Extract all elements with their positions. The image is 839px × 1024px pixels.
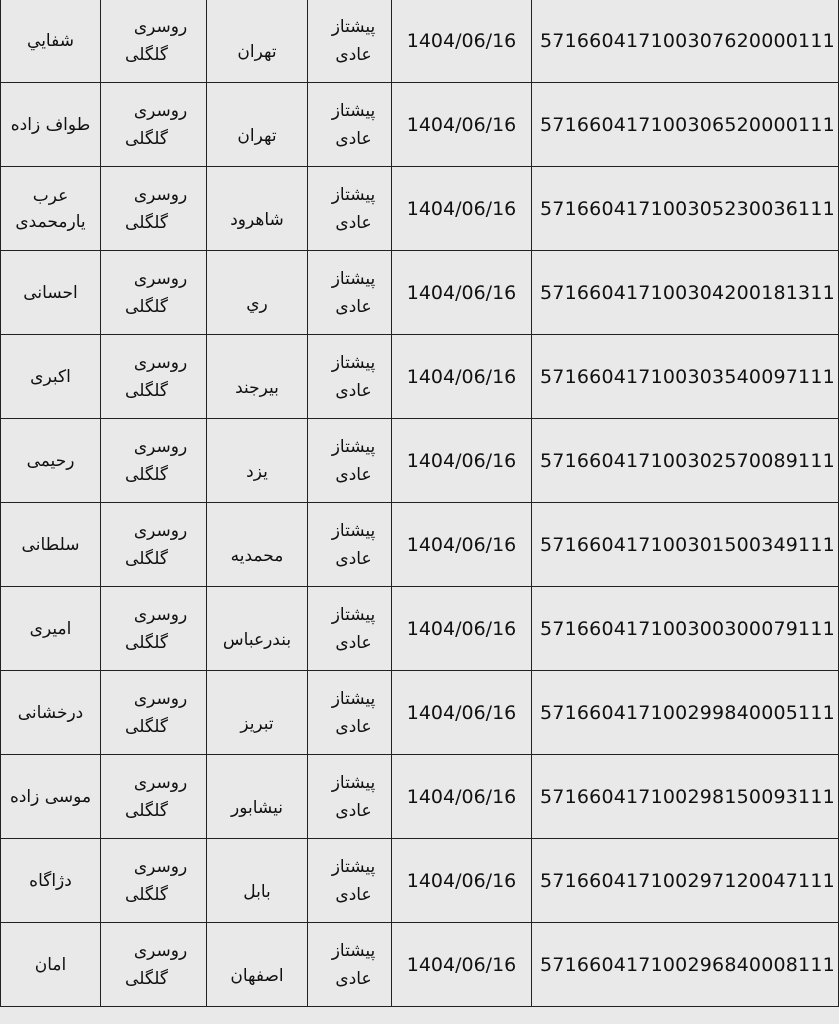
service-line-1: پیشتاز — [331, 856, 376, 877]
service-type-cell — [308, 419, 392, 503]
date-cell: 1404/06/16 — [392, 167, 532, 251]
product-line-1: روسری — [133, 604, 188, 625]
service-line-1: پیشتاز — [331, 688, 376, 709]
recipient-family-name: طواف زاده — [10, 114, 91, 135]
product-cell — [101, 251, 207, 335]
service-line-2: عادی — [335, 296, 372, 317]
tracking-number-cell: 571660417100297120047111 — [532, 839, 839, 923]
recipient-family-name: رحیمی — [26, 450, 75, 471]
service-type-cell — [308, 923, 392, 1007]
product-cell — [101, 923, 207, 1007]
product-line-1: روسری — [133, 100, 188, 121]
service-line-1: پیشتاز — [331, 268, 376, 289]
recipient-family-cell — [1, 0, 101, 83]
product-line-2: گلگلی — [125, 296, 168, 317]
tracking-number-cell: 571660417100300300079111 — [532, 587, 839, 671]
recipient-family-name: شفايي — [27, 30, 74, 51]
product-line-1: روسری — [133, 520, 188, 541]
product-line-1: روسری — [133, 856, 188, 877]
service-type-cell — [308, 503, 392, 587]
destination-city: شاهرود — [230, 209, 284, 230]
destination-city: بندرعباس — [222, 629, 292, 650]
recipient-family-name: موسی زاده — [9, 786, 92, 807]
service-line-2: عادی — [335, 716, 372, 737]
recipient-family-name: درخشانی — [17, 702, 84, 723]
service-type-cell — [308, 839, 392, 923]
product-line-1: روسری — [133, 772, 188, 793]
destination-city: بابل — [243, 881, 271, 902]
tracking-number-cell: 571660417100299840005111 — [532, 671, 839, 755]
table-row — [1, 839, 839, 923]
product-cell — [101, 335, 207, 419]
date-cell: 1404/06/16 — [392, 419, 532, 503]
service-type-cell — [308, 671, 392, 755]
date-cell: 1404/06/16 — [392, 335, 532, 419]
product-line-2: گلگلی — [125, 716, 168, 737]
service-line-1: پیشتاز — [331, 100, 376, 121]
destination-city-cell — [207, 503, 308, 587]
product-line-2: گلگلی — [125, 632, 168, 653]
destination-city-cell — [207, 587, 308, 671]
table-row — [1, 755, 839, 839]
tracking-number-cell: 571660417100302570089111 — [532, 419, 839, 503]
recipient-family-cell — [1, 587, 101, 671]
service-type-cell — [308, 335, 392, 419]
destination-city: یزد — [246, 461, 268, 482]
table-row — [1, 503, 839, 587]
product-cell — [101, 755, 207, 839]
recipient-family-cell — [1, 335, 101, 419]
date-cell: 1404/06/16 — [392, 587, 532, 671]
service-line-2: عادی — [335, 800, 372, 821]
tracking-number-cell: 571660417100305230036111 — [532, 167, 839, 251]
date-cell: 1404/06/16 — [392, 503, 532, 587]
product-line-1: روسری — [133, 184, 188, 205]
tracking-number-cell: 571660417100303540097111 — [532, 335, 839, 419]
service-type-cell — [308, 587, 392, 671]
service-line-1: پیشتاز — [331, 772, 376, 793]
service-line-1: پیشتاز — [331, 352, 376, 373]
service-line-2: عادی — [335, 548, 372, 569]
recipient-family-name: دژاگاه — [29, 870, 72, 891]
service-type-cell — [308, 167, 392, 251]
recipient-family-cell — [1, 839, 101, 923]
recipient-family-cell — [1, 419, 101, 503]
recipient-family-cell — [1, 923, 101, 1007]
product-line-2: گلگلی — [125, 380, 168, 401]
table-row — [1, 167, 839, 251]
destination-city: اصفهان — [230, 965, 284, 986]
product-line-1: روسری — [133, 940, 188, 961]
service-line-2: عادی — [335, 212, 372, 233]
tracking-number-cell: 571660417100298150093111 — [532, 755, 839, 839]
tracking-number-cell: 571660417100301500349111 — [532, 503, 839, 587]
destination-city-cell — [207, 0, 308, 83]
destination-city: تهران — [237, 125, 277, 146]
service-line-2: عادی — [335, 464, 372, 485]
product-line-1: روسری — [133, 688, 188, 709]
destination-city-cell — [207, 251, 308, 335]
recipient-family-cell — [1, 671, 101, 755]
service-type-cell — [308, 251, 392, 335]
product-line-2: گلگلی — [125, 464, 168, 485]
destination-city-cell — [207, 167, 308, 251]
destination-city-cell — [207, 923, 308, 1007]
destination-city-cell — [207, 839, 308, 923]
product-cell — [101, 0, 207, 83]
recipient-family-name: اکبری — [30, 366, 71, 387]
product-line-2: گلگلی — [125, 548, 168, 569]
product-cell — [101, 503, 207, 587]
date-cell: 1404/06/16 — [392, 671, 532, 755]
recipient-family-name: امیری — [29, 618, 72, 639]
service-line-2: عادی — [335, 44, 372, 65]
product-line-1: روسری — [133, 436, 188, 457]
product-cell — [101, 839, 207, 923]
date-cell: 1404/06/16 — [392, 0, 532, 83]
product-cell — [101, 419, 207, 503]
destination-city-cell — [207, 671, 308, 755]
table-row — [1, 587, 839, 671]
destination-city-cell — [207, 335, 308, 419]
service-line-1: پیشتاز — [331, 520, 376, 541]
recipient-family-name: عرب یارمحمدی — [15, 185, 86, 232]
destination-city: ري — [246, 293, 268, 314]
date-cell: 1404/06/16 — [392, 923, 532, 1007]
tracking-number-cell: 571660417100304200181311 — [532, 251, 839, 335]
service-type-cell — [308, 83, 392, 167]
recipient-family-cell — [1, 503, 101, 587]
service-line-1: پیشتاز — [331, 940, 376, 961]
destination-city-cell — [207, 755, 308, 839]
service-line-2: عادی — [335, 884, 372, 905]
product-line-2: گلگلی — [125, 212, 168, 233]
service-line-1: پیشتاز — [331, 184, 376, 205]
date-cell: 1404/06/16 — [392, 755, 532, 839]
destination-city: تهران — [237, 41, 277, 62]
product-cell — [101, 83, 207, 167]
product-line-1: روسری — [133, 268, 188, 289]
recipient-family-name: سلطانی — [21, 534, 80, 555]
table-row — [1, 251, 839, 335]
service-type-cell — [308, 755, 392, 839]
shipments-table-body — [1, 0, 839, 1007]
table-row — [1, 83, 839, 167]
destination-city: بیرجند — [235, 377, 279, 398]
product-line-2: گلگلی — [125, 128, 168, 149]
product-line-1: روسری — [133, 16, 188, 37]
table-row — [1, 419, 839, 503]
recipient-family-name: امان — [34, 954, 67, 975]
recipient-family-name: احسانی — [23, 282, 78, 303]
product-line-2: گلگلی — [125, 800, 168, 821]
recipient-family-cell — [1, 251, 101, 335]
tracking-number-cell: 571660417100296840008111 — [532, 923, 839, 1007]
service-line-2: عادی — [335, 380, 372, 401]
product-cell — [101, 671, 207, 755]
destination-city: تبریز — [240, 713, 274, 734]
product-line-1: روسری — [133, 352, 188, 373]
destination-city-cell — [207, 419, 308, 503]
destination-city-cell — [207, 83, 308, 167]
service-line-2: عادی — [335, 128, 372, 149]
date-cell: 1404/06/16 — [392, 251, 532, 335]
service-line-2: عادی — [335, 968, 372, 989]
service-type-cell — [308, 0, 392, 83]
product-cell — [101, 587, 207, 671]
product-line-2: گلگلی — [125, 968, 168, 989]
service-line-1: پیشتاز — [331, 16, 376, 37]
recipient-family-cell — [1, 83, 101, 167]
tracking-number-cell: 571660417100307620000111 — [532, 0, 839, 83]
tracking-number-cell: 571660417100306520000111 — [532, 83, 839, 167]
table-row — [1, 0, 839, 83]
date-cell: 1404/06/16 — [392, 83, 532, 167]
recipient-family-cell — [1, 755, 101, 839]
product-line-2: گلگلی — [125, 884, 168, 905]
service-line-1: پیشتاز — [331, 604, 376, 625]
product-line-2: گلگلی — [125, 44, 168, 65]
destination-city: نیشابور — [231, 797, 283, 818]
product-cell — [101, 167, 207, 251]
service-line-1: پیشتاز — [331, 436, 376, 457]
table-row — [1, 923, 839, 1007]
table-row — [1, 671, 839, 755]
recipient-family-cell — [1, 167, 101, 251]
destination-city: محمدیه — [230, 545, 284, 566]
service-line-2: عادی — [335, 632, 372, 653]
table-row — [1, 335, 839, 419]
date-cell: 1404/06/16 — [392, 839, 532, 923]
